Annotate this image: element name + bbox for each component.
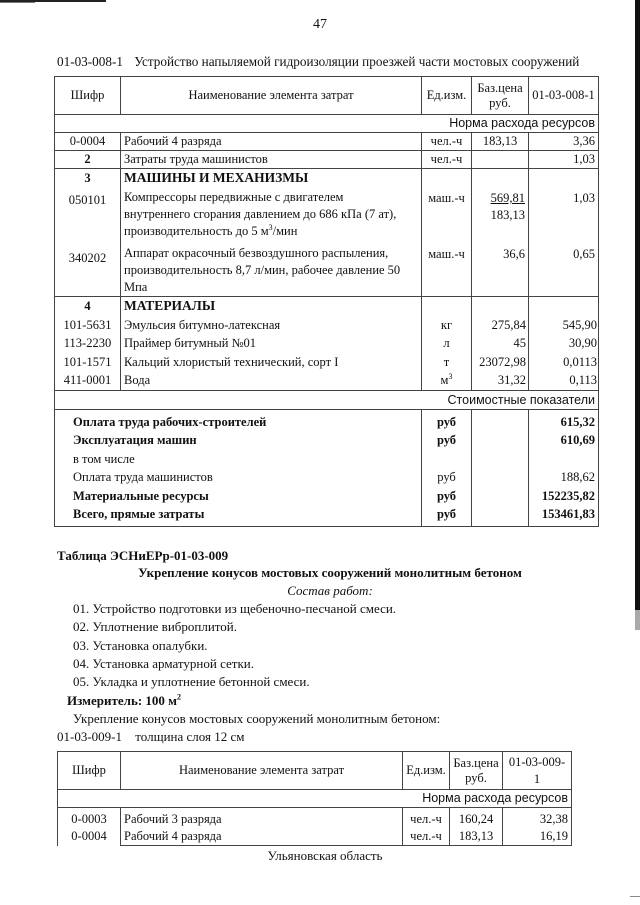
resource-table-2 xyxy=(57,751,572,846)
cell-cipher: 4 101-5631 113-2230 101-1571 411-0001 xyxy=(55,297,121,391)
cell-value: 16,19 xyxy=(539,829,568,843)
header-price: Баз.цена руб. xyxy=(472,77,529,115)
cell-value: 545,90 30,90 0,0113 0,113 xyxy=(529,297,599,391)
cell-unit: кг л т $м^3$ xyxy=(422,297,472,391)
cell-cipher: 3 050101 340202 xyxy=(55,169,121,297)
cell-price: 275,84 45 23072,98 31,32 xyxy=(472,297,529,391)
resource-table-1 xyxy=(54,76,599,527)
cell-cipher: 0-0004 xyxy=(71,829,107,843)
norm-caption-2: 01-03-009-1 толщина слоя 12 см xyxy=(57,729,245,744)
table-row xyxy=(55,151,599,169)
cell-unit: чел.-ч xyxy=(410,829,442,843)
cell-price: 160,24 xyxy=(458,812,494,826)
cell-cipher: 2 xyxy=(55,151,121,169)
table-header-row xyxy=(55,77,599,115)
cost-values: 615,32 610,69 188,62 152235,82 153461,83 xyxy=(529,409,599,526)
header-unit: Ед.изм. xyxy=(403,752,450,790)
cost-label: Стоимостные показатели xyxy=(55,390,599,409)
norm-description: Укрепление конусов мостовых сооружений монолитным бетоном: xyxy=(73,711,441,726)
costs-block xyxy=(55,409,599,526)
header-name: Наименование элемента затрат xyxy=(121,77,422,115)
cell-value: 32,38 xyxy=(539,812,568,826)
cell-price: 569,81 183,13 36,6 xyxy=(472,169,529,297)
cell-value: 3,36 xyxy=(529,133,599,151)
cost-label-row xyxy=(55,390,599,409)
scan-edge-bar xyxy=(635,0,640,610)
page-footer: Ульяновская область xyxy=(267,848,383,863)
header-unit: Ед.изм. xyxy=(422,77,472,115)
header-name: Наименование элемента затрат xyxy=(121,752,403,790)
cost-price-empty xyxy=(472,409,529,526)
cell-price xyxy=(472,151,529,169)
cell-value: 1,03 xyxy=(529,151,599,169)
table-row xyxy=(58,808,572,846)
header-cipher: Шифр xyxy=(55,77,121,115)
scan-edge-line xyxy=(630,896,640,897)
table-header-row xyxy=(58,752,572,790)
work-item: 01. Устройство подготовки из щебеночно-песчаной смеси. xyxy=(73,601,397,616)
cell-name: МАТЕРИАЛЫ Эмульсия битумно-латексная Праймер битумный №01 Кальций хлористый технический, сорт I Вода xyxy=(121,297,422,391)
cost-names: Оплата труда рабочих-строителей Эксплуатация машин в том числе Оплата труда машинистов Материальные ресурсы Всего, прямые затраты xyxy=(55,409,422,526)
page-number: 47 xyxy=(313,17,327,32)
work-item: 03. Установка опалубки. xyxy=(73,638,208,653)
cell-name: МАШИНЫ И МЕХАНИЗМЫ Компрессоры передвижные с двигателем внутреннего сгорания давлением до 686 кПа (7 ат), производительность до 5 $м^3$/мин Аппарат окрасочный безвоздушного распыления, производительность 8,7 л/мин, рабочее давление 50 Мпа xyxy=(121,169,422,297)
norm-title: Устройство напыляемой гидроизоляции проезжей части мостовых сооружений xyxy=(134,54,580,69)
cell-price: 183,13 xyxy=(458,829,494,843)
cell-cipher: 0-0004 xyxy=(55,133,121,151)
norm-label-row xyxy=(55,115,599,133)
norm-label-row xyxy=(58,790,572,808)
materials-section xyxy=(55,297,599,391)
table-subtitle: Укрепление конусов мостовых сооружений монолитным бетоном xyxy=(138,565,522,580)
cell-unit: маш.-ч маш.-ч xyxy=(422,169,472,297)
cell-name: Рабочий 3 разряда xyxy=(124,812,222,826)
header-norm-code: 01-03-009-1 xyxy=(503,752,572,790)
cell-unit: чел.-ч xyxy=(422,133,472,151)
cell-cipher: 0-0003 xyxy=(71,812,107,826)
cell-name: Рабочий 4 разряда xyxy=(124,829,222,843)
norm-label: Норма расхода ресурсов xyxy=(58,790,572,808)
table-row xyxy=(55,133,599,151)
cell-value: 1,03 0,65 xyxy=(529,169,599,297)
cell-unit: чел.-ч xyxy=(410,812,442,826)
meter-label: Измеритель: 100 $м^2$ xyxy=(67,692,182,708)
works-heading: Состав работ: xyxy=(287,583,373,598)
work-item: 05. Укладка и уплотнение бетонной смеси. xyxy=(73,674,310,689)
scan-edge-line xyxy=(0,2,35,3)
norm-code: 01-03-008-1 xyxy=(57,54,123,69)
cell-unit: чел.-ч xyxy=(422,151,472,169)
work-item: 02. Уплотнение виброплитой. xyxy=(73,619,238,634)
cell-name: Рабочий 4 разряда xyxy=(121,133,422,151)
machines-section xyxy=(55,169,599,297)
work-item: 04. Установка арматурной сетки. xyxy=(73,656,254,671)
header-price: Баз.цена руб. xyxy=(450,752,503,790)
norm-label: Норма расхода ресурсов xyxy=(55,115,599,133)
cell-price: 183,13 xyxy=(472,133,529,151)
cell-name: Затраты труда машинистов xyxy=(121,151,422,169)
table-title: Таблица ЭСНиЕРр-01-03-009 xyxy=(57,548,229,563)
cost-units: руб руб руб руб руб xyxy=(422,409,472,526)
header-norm-code: 01-03-008-1 xyxy=(529,77,599,115)
norm-caption xyxy=(57,54,579,70)
scan-edge-bar xyxy=(635,610,640,630)
header-cipher: Шифр xyxy=(58,752,121,790)
